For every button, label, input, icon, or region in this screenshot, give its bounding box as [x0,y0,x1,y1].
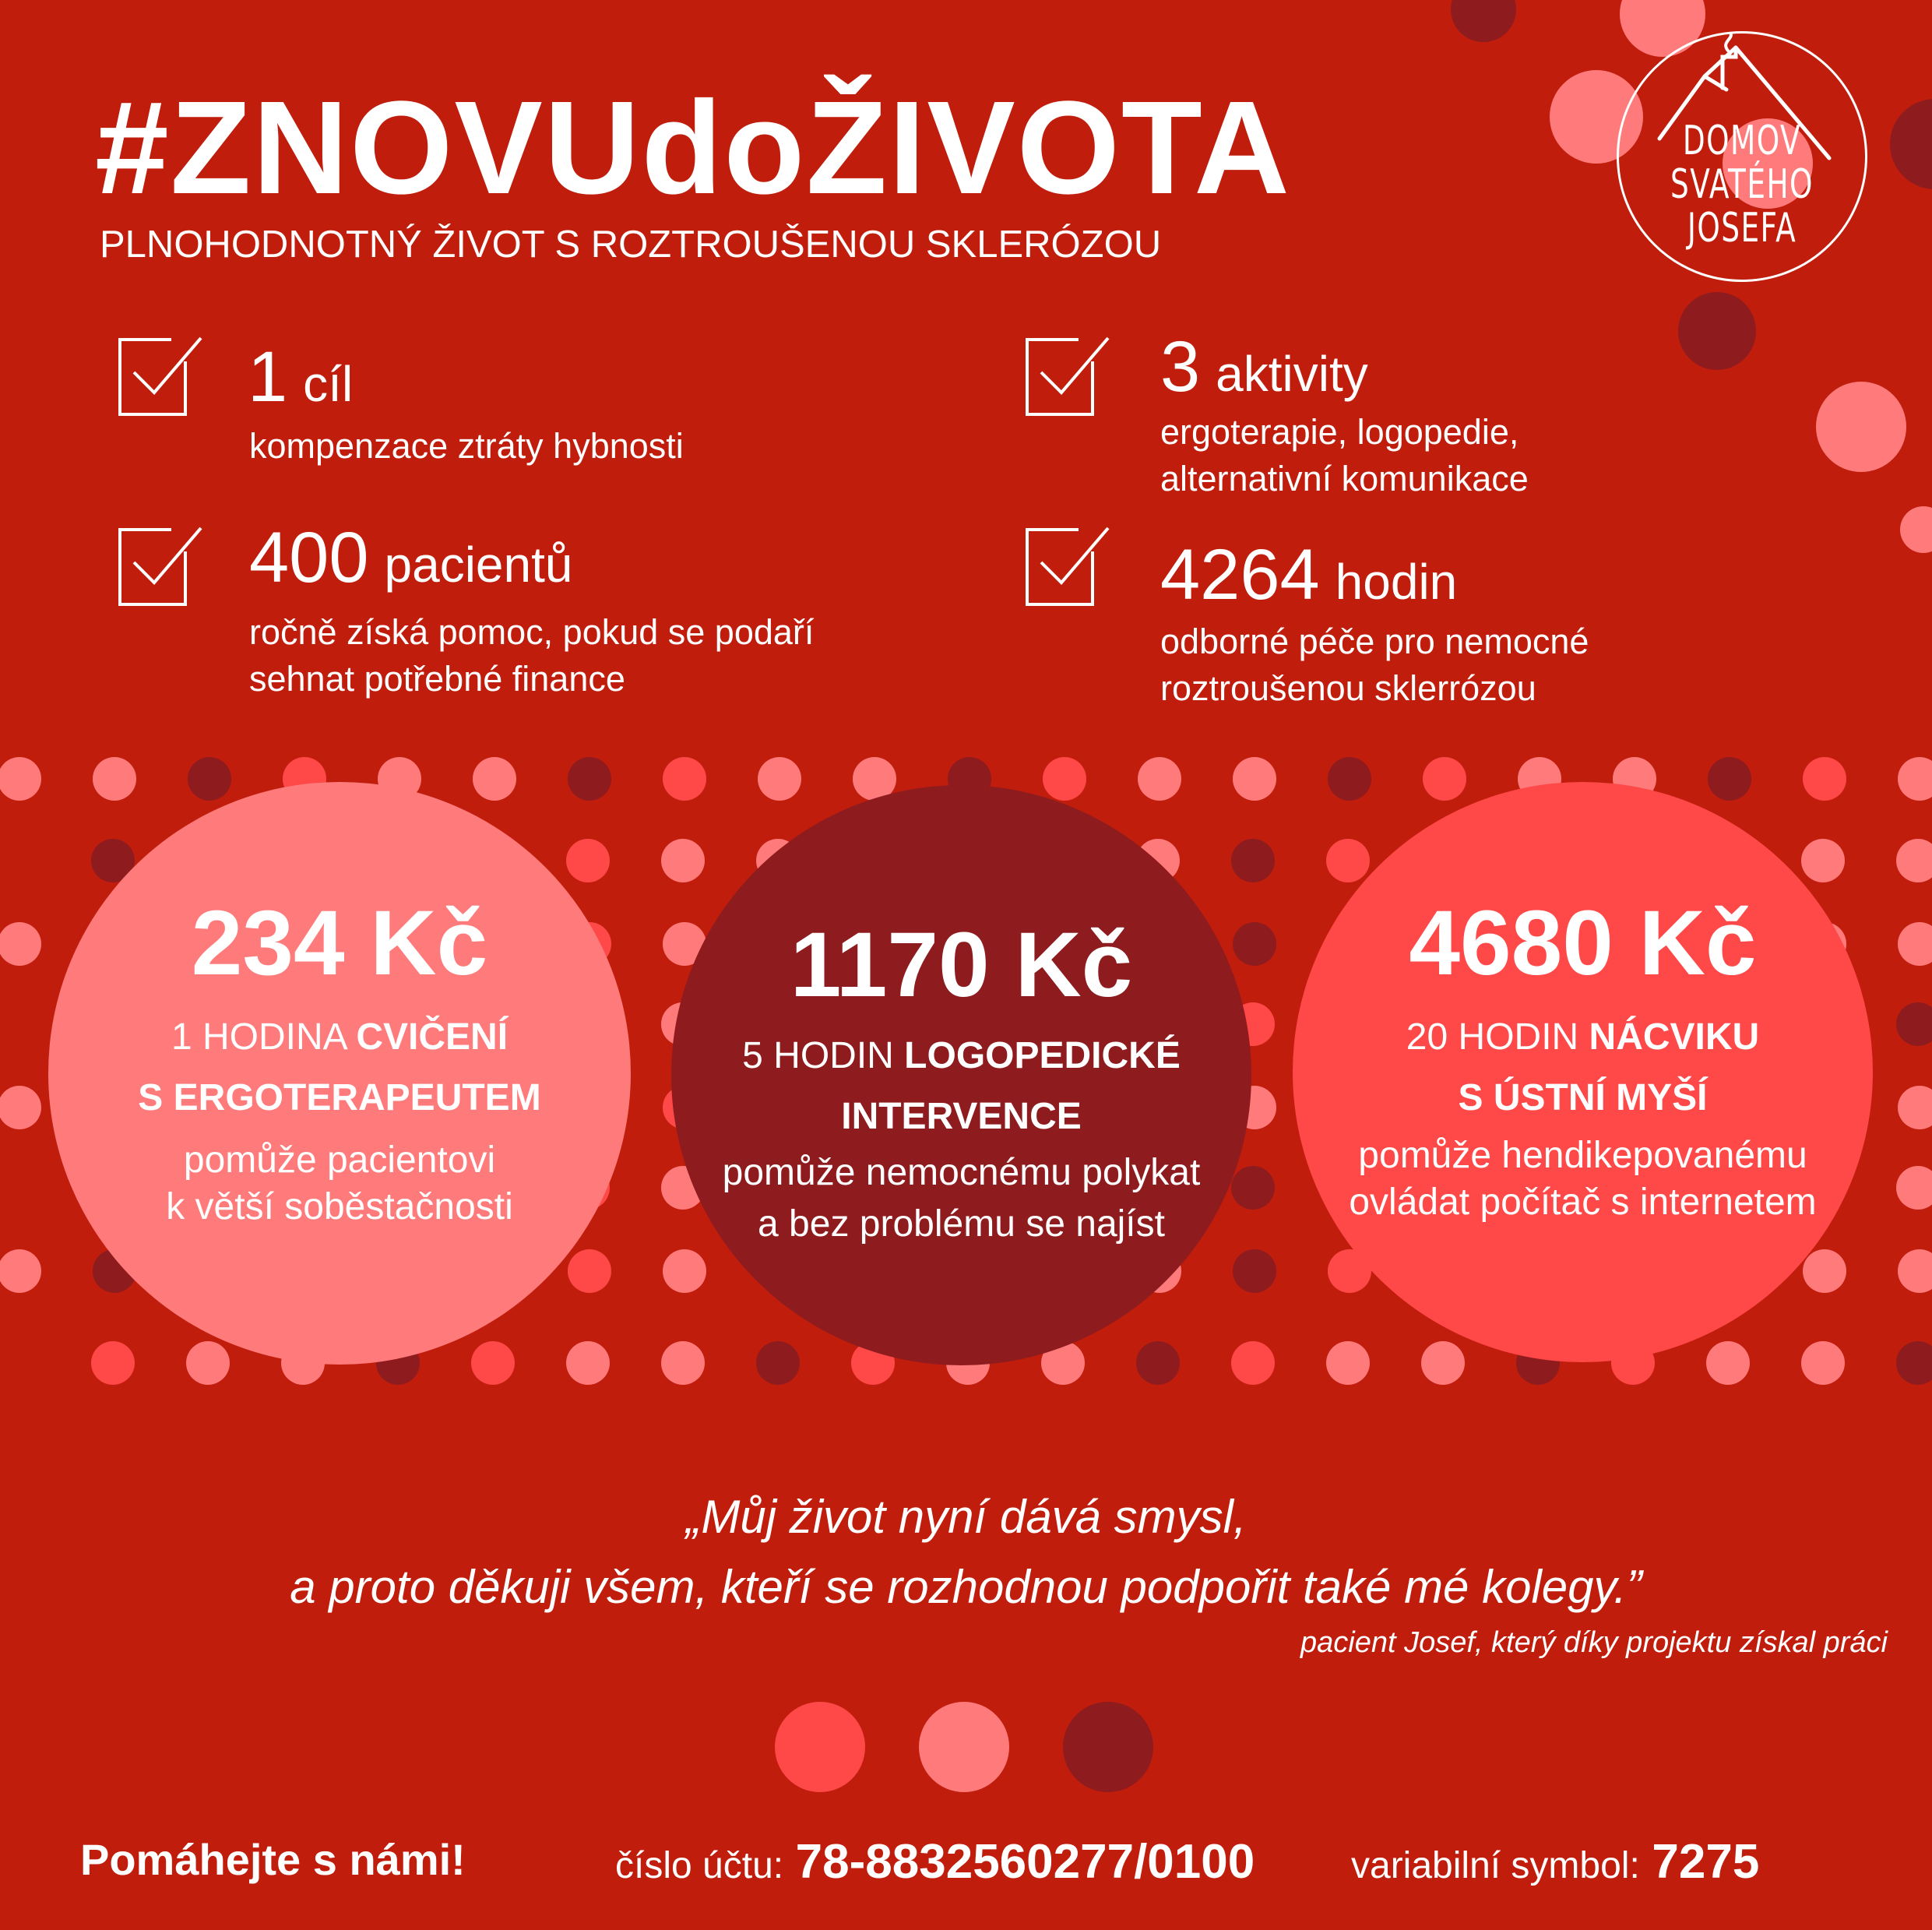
offer-price: 4680 Kč [1409,892,1757,995]
logo-line: JOSEFA [1687,205,1797,252]
decorative-dot [1326,1341,1370,1385]
footer-account [615,1835,1255,1889]
stat-activities [1160,327,1368,407]
decorative-dot [186,1341,230,1385]
decorative-dot [1063,1702,1153,1792]
offer-title-line [1293,1016,1873,1058]
decorative-dot [663,757,706,801]
page-subtitle: PLNOHODNOTNÝ ŽIVOT S ROZTROUŠENOU SKLERÓZOU [100,224,1162,266]
decorative-dot [1328,757,1371,801]
stat-number: 1 [248,337,288,417]
decorative-dot [1708,757,1751,801]
stat-goal [248,337,354,417]
checkbox-check-icon [1024,333,1110,419]
page-title: #ZNOVUdoŽIVOTA [95,74,1291,222]
decorative-dot [568,1249,611,1293]
decorative-dot [1421,1341,1465,1385]
decorative-dot [1898,1086,1932,1129]
decorative-dot [1231,839,1275,882]
decorative-dot [0,1249,41,1293]
quote-author: pacient Josef, který díky projektu získal práci [1300,1626,1888,1659]
stat-desc-line: odborné péče pro nemocné [1160,622,1589,661]
stat-desc-line: sehnat potřebné finance [249,659,625,699]
decorative-dot [1233,757,1276,801]
decorative-dot [0,757,41,801]
decorative-dot [188,757,231,801]
offer-desc-line: a bez problému se najíst [758,1203,1165,1245]
offer-title-line: INTERVENCE [841,1096,1082,1137]
decorative-dot [661,1341,705,1385]
decorative-dot [566,839,610,882]
stat-unit: pacientů [384,537,573,593]
stat-desc-line: ročně získá pomoc, pokud se podaří [249,612,815,652]
decorative-dot [1451,0,1516,42]
decorative-dot [1136,1341,1180,1385]
stat-hours [1160,535,1458,615]
checkbox-check-icon [117,333,202,419]
offer-prefix: 20 HODIN [1406,1016,1589,1058]
decorative-dot [1816,382,1906,472]
account-label: číslo účtu: [615,1845,784,1886]
decorative-dot [663,1249,706,1293]
stat-desc [249,609,814,703]
footer-cta: Pomáhejte s námi! [80,1835,466,1884]
stat-patients [249,518,573,597]
offer-strong: NÁCVIKU [1589,1016,1760,1058]
checkbox-check-icon [117,523,202,609]
decorative-dot [1801,839,1845,882]
account-number: 78-8832560277/0100 [795,1835,1255,1889]
decorative-dot [1896,1341,1932,1385]
vs-value: 7275 [1652,1835,1760,1889]
decorative-dot [1896,1166,1932,1210]
stat-number: 400 [249,518,369,597]
quote-line: a proto děkuji všem, kteří se rozhodnou podpořit také mé kolegy.” [290,1561,1642,1613]
vs-label: variabilní symbol: [1351,1845,1640,1886]
decorative-dot [775,1702,865,1792]
decorative-dot [1803,757,1846,801]
decorative-dot [758,757,801,801]
stat-number: 4264 [1160,535,1320,615]
decorative-dot [1890,99,1932,189]
decorative-dot [471,1341,515,1385]
offer-price: 234 Kč [191,892,488,995]
decorative-dot [919,1702,1009,1792]
decorative-dot [473,757,516,801]
decorative-dot [0,922,41,966]
offer-prefix: 5 HODIN [742,1035,905,1076]
decorative-dot [1326,839,1370,882]
offer-strong: CVIČENÍ [356,1016,509,1058]
stat-desc [249,423,684,470]
decorative-dot [1138,757,1181,801]
offer-title-line: S ERGOTERAPEUTEM [138,1077,541,1118]
stat-desc-line: kompenzace ztráty hybnosti [249,426,684,466]
stat-desc-line: alternativní komunikace [1160,459,1529,498]
stat-desc [1160,618,1589,712]
decorative-dot [1801,1341,1845,1385]
decorative-dot [1898,757,1932,801]
decorative-dot [566,1341,610,1385]
stat-unit: hodin [1335,554,1458,610]
decorative-dot [1233,1249,1276,1293]
stat-number: 3 [1160,327,1201,407]
decorative-dot [1896,839,1932,882]
offer-desc-line: pomůže hendikepovanému [1358,1135,1807,1176]
stat-desc-line: roztroušenou sklerrózou [1160,668,1536,708]
offer-desc-line: ovládat počítač s internetem [1349,1182,1817,1223]
offer-strong: LOGOPEDICKÉ [904,1035,1181,1076]
offer-price: 1170 Kč [790,914,1133,1016]
decorative-dot [1678,292,1756,370]
decorative-dot [91,1341,135,1385]
decorative-dot [1423,757,1466,801]
offer-circle-logopedics [671,785,1251,1365]
stat-unit: cíl [303,356,354,412]
offer-title-line: S ÚSTNÍ MYŠÍ [1458,1077,1708,1118]
logo-text [1653,119,1831,250]
decorative-dot [1898,1249,1932,1293]
decorative-dot [661,839,705,882]
logo-line: SVATÉHO [1670,161,1814,208]
decorative-dot [1231,1341,1275,1385]
logo-line: DOMOV [1682,118,1802,164]
stat-unit: aktivity [1216,346,1368,402]
decorative-dot [1043,757,1086,801]
logo [1617,31,1867,282]
stat-desc [1160,409,1529,502]
decorative-dot [756,1341,800,1385]
decorative-dot [568,757,611,801]
stat-desc-line: ergoterapie, logopedie, [1160,412,1519,452]
offer-prefix: 1 HODINA [171,1016,357,1058]
offer-circle-ergotherapy [48,782,631,1365]
decorative-dot [1900,506,1932,553]
quote-line: „Můj život nyní dává smysl, [685,1491,1247,1543]
footer-variable-symbol [1351,1835,1760,1889]
decorative-dot [0,1086,41,1129]
offer-desc-line: pomůže nemocnému polykat [722,1152,1201,1193]
decorative-dot [1898,922,1932,966]
offer-desc-line: k větší soběstačnosti [166,1186,513,1227]
offer-title-line [48,1016,631,1058]
offer-circle-mouth-mouse [1293,782,1873,1362]
decorative-dot [1896,1002,1932,1046]
decorative-dot [93,757,136,801]
checkbox-check-icon [1024,523,1110,609]
offer-title-line [671,1037,1251,1075]
decorative-dot [1706,1341,1750,1385]
offer-desc-line: pomůže pacientovi [183,1139,496,1181]
decorative-dot [1803,1249,1846,1293]
